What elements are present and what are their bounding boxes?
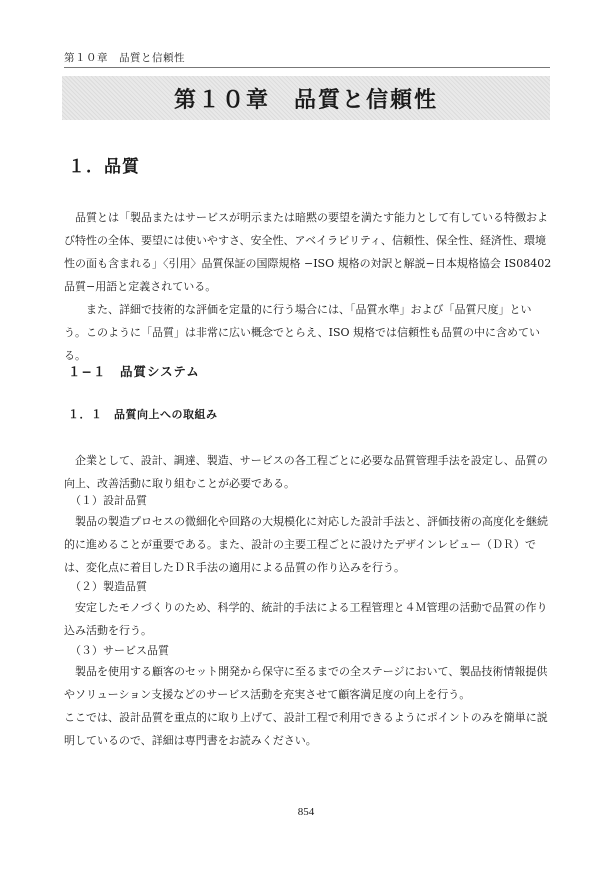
section-paragraph-2: また、詳細で技術的な評価を定量的に行う場合には、「品質水準」および「品質尺度」という。このように「品質」は非常に広い概念でとらえ、ISO 規格では信頼性も品質の中に含めている。: [64, 303, 541, 362]
item-text-service-quality: 製品を使用する顧客のセット開発から保守に至るまでの全ステージにおいて、製品技術情報提供やソリューション支援などのサービス活動を充実させて顧客満足度の向上を行う。: [64, 665, 548, 701]
page-number: 854: [297, 806, 315, 818]
section-paragraph-1: 品質とは「製品またはサービスが明示または暗黙の要望を満たす能力として有している特徴および特性の全体、要望には使いやすさ、安全性、アベイラビリティ、信頼性、保全性、経済性、環境性の面も含まれる」〈引用〉品質保証の国際規格 −ISO 規格の対訳と解説−日本規格協会 IS08402 品質−用語と定義されている。: [64, 211, 563, 293]
sub-subsection-heading: １．１ 品質向上への取組み: [68, 408, 218, 421]
chapter-title: 第１０章 品質と信頼性: [173, 87, 438, 113]
header-rule: [64, 67, 550, 68]
item-text-manufacturing-quality: 安定したモノづくりのため、科学的、統計的手法による工程管理と４Ｍ管理の活動で品質の作り込み活動を行う。: [64, 601, 548, 637]
closing-paragraph: ここでは、設計品質を重点的に取り上げて、設計工程で利用できるようにポイントのみを簡単に説明しているので、詳細は専門書をお読みください。: [64, 711, 548, 747]
subsection-heading: １−１ 品質システム: [68, 364, 200, 379]
item-label-service-quality: （３）サービス品質: [70, 644, 169, 657]
item-text-design-quality: 製品の製造プロセスの微細化や回路の大規模化に対応した設計手法と、評価技術の高度化を継続的に進めることが重要である。また、設計の主要工程ごとに設けたデザインレビュー（ＤＲ）では、変化点に着目したＤＲ手法の適用による品質の作り込みを行う。: [64, 515, 548, 574]
section-heading: １．品質: [68, 157, 140, 177]
subsection-intro: 企業として、設計、調達、製造、サービスの各工程ごとに必要な品質管理手法を設定し、品質の向上、改善活動に取り組むことが必要である。: [64, 454, 548, 490]
chapter-title-band: [62, 76, 550, 120]
running-head: 第１０章 品質と信頼性: [64, 52, 185, 64]
item-label-manufacturing-quality: （２）製造品質: [70, 580, 147, 593]
item-label-design-quality: （１）設計品質: [70, 494, 147, 507]
